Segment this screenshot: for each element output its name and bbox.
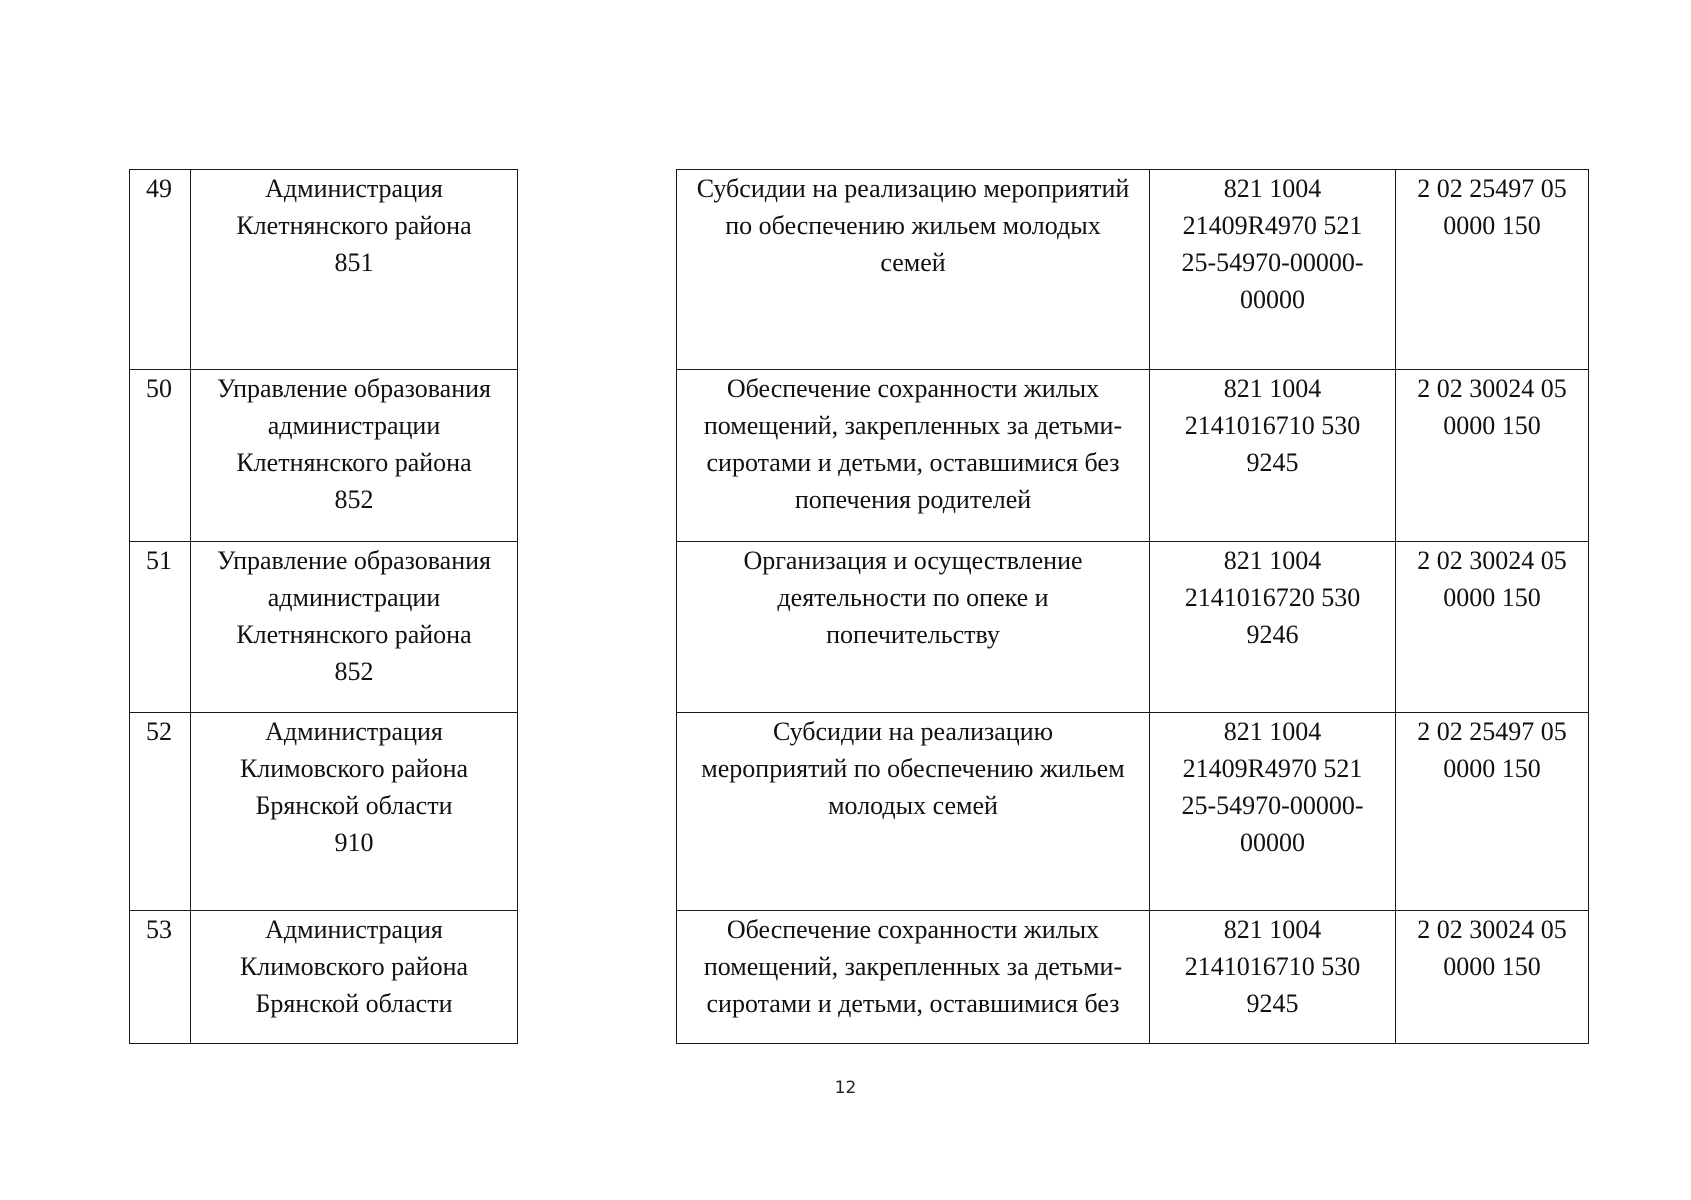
empty-column-cell [518,911,677,1044]
table-row [130,170,1589,370]
organization-cell: Администрация Климовского района Брянской области [191,911,518,1044]
purpose-cell: Субсидии на реализацию мероприятий по обеспечению жильем молодых семей [677,170,1150,370]
table-row [130,542,1589,713]
empty-column-cell [518,170,677,370]
income-code-cell: 2 02 30024 05 0000 150 [1396,911,1589,1044]
organization-cell: Управление образования администрации Клетнянского района 852 [191,542,518,713]
organization-cell: Управление образования администрации Клетнянского района 852 [191,370,518,542]
page-number: 12 [834,1078,857,1098]
income-code-cell: 2 02 25497 05 0000 150 [1396,170,1589,370]
budget-code-cell: 821 1004 2141016710 530 9245 [1150,911,1396,1044]
row-number-cell: 53 [130,911,191,1044]
income-code-cell: 2 02 30024 05 0000 150 [1396,370,1589,542]
row-number-cell: 51 [130,542,191,713]
table-row [130,370,1589,542]
row-number-cell: 49 [130,170,191,370]
empty-column-cell [518,370,677,542]
budget-code-cell: 821 1004 2141016710 530 9245 [1150,370,1396,542]
purpose-cell: Обеспечение сохранности жилых помещений, закрепленных за детьми- сиротами и детьми, оставшимися без [677,911,1150,1044]
budget-code-cell: 821 1004 2141016720 530 9246 [1150,542,1396,713]
income-code-cell: 2 02 30024 05 0000 150 [1396,542,1589,713]
income-code-cell: 2 02 25497 05 0000 150 [1396,713,1589,911]
budget-code-cell: 821 1004 21409R4970 521 25-54970-00000- 00000 [1150,170,1396,370]
empty-column-cell [518,713,677,911]
organization-cell: Администрация Климовского района Брянской области 910 [191,713,518,911]
purpose-cell: Организация и осуществление деятельности по опеке и попечительству [677,542,1150,713]
table-row [130,911,1589,1044]
organization-cell: Администрация Клетнянского района 851 [191,170,518,370]
purpose-cell: Обеспечение сохранности жилых помещений, закрепленных за детьми- сиротами и детьми, оставшимися без попечения родителей [677,370,1150,542]
row-number-cell: 52 [130,713,191,911]
row-number-cell: 50 [130,370,191,542]
table-row [130,713,1589,911]
budget-code-cell: 821 1004 21409R4970 521 25-54970-00000- 00000 [1150,713,1396,911]
purpose-cell: Субсидии на реализацию мероприятий по обеспечению жильем молодых семей [677,713,1150,911]
empty-column-cell [518,542,677,713]
document-table [129,169,1589,1044]
